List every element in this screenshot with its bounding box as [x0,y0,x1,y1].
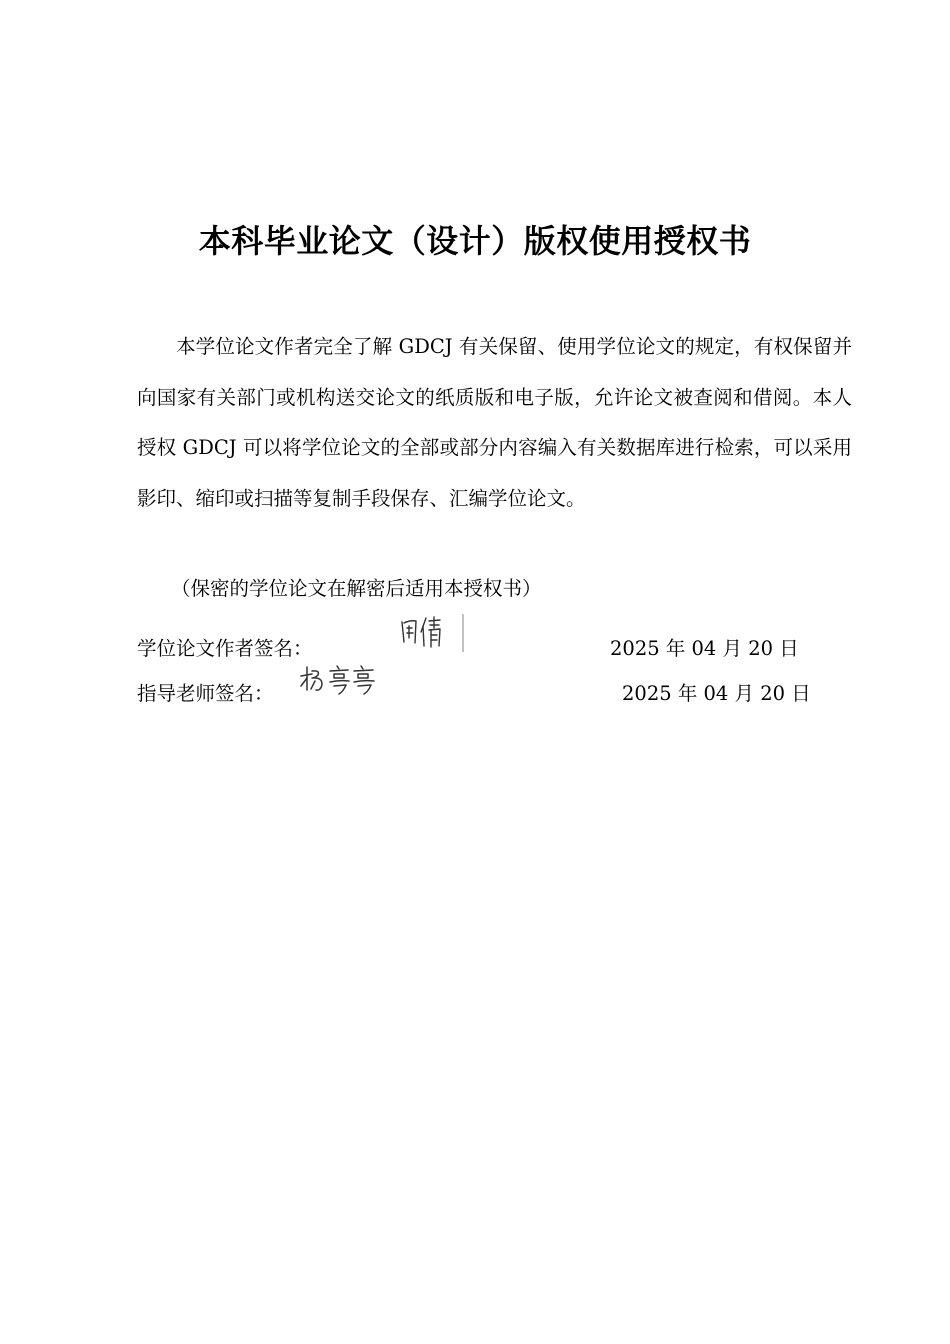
confidentiality-note: （保密的学位论文在解密后适用本授权书） [171,577,542,600]
authorization-paragraph: 本学位论文作者完全了解 GDCJ 有关保留、使用学位论文的规定，有权保留并向国家有关部门或机构送交论文的纸质版和电子版，允许论文被查阅和借阅。本人授权 GDCJ 可以将学位论文的全部或部分内容编入有关数据库进行检索，可以采用影印、缩印或扫描等复制手段保存、汇编学位论文。 [137,335,852,510]
author-signature-date: 2025 年 04 月 20 日 [610,637,799,660]
author-signature [396,612,476,654]
advisor-signature-label: 指导老师签名： [137,682,274,705]
author-signature-label: 学位论文作者签名： [137,637,313,660]
advisor-signature-date: 2025 年 04 月 20 日 [622,682,811,705]
document-title: 本科毕业论文（设计）版权使用授权书 [198,222,752,260]
advisor-signature [298,662,384,698]
